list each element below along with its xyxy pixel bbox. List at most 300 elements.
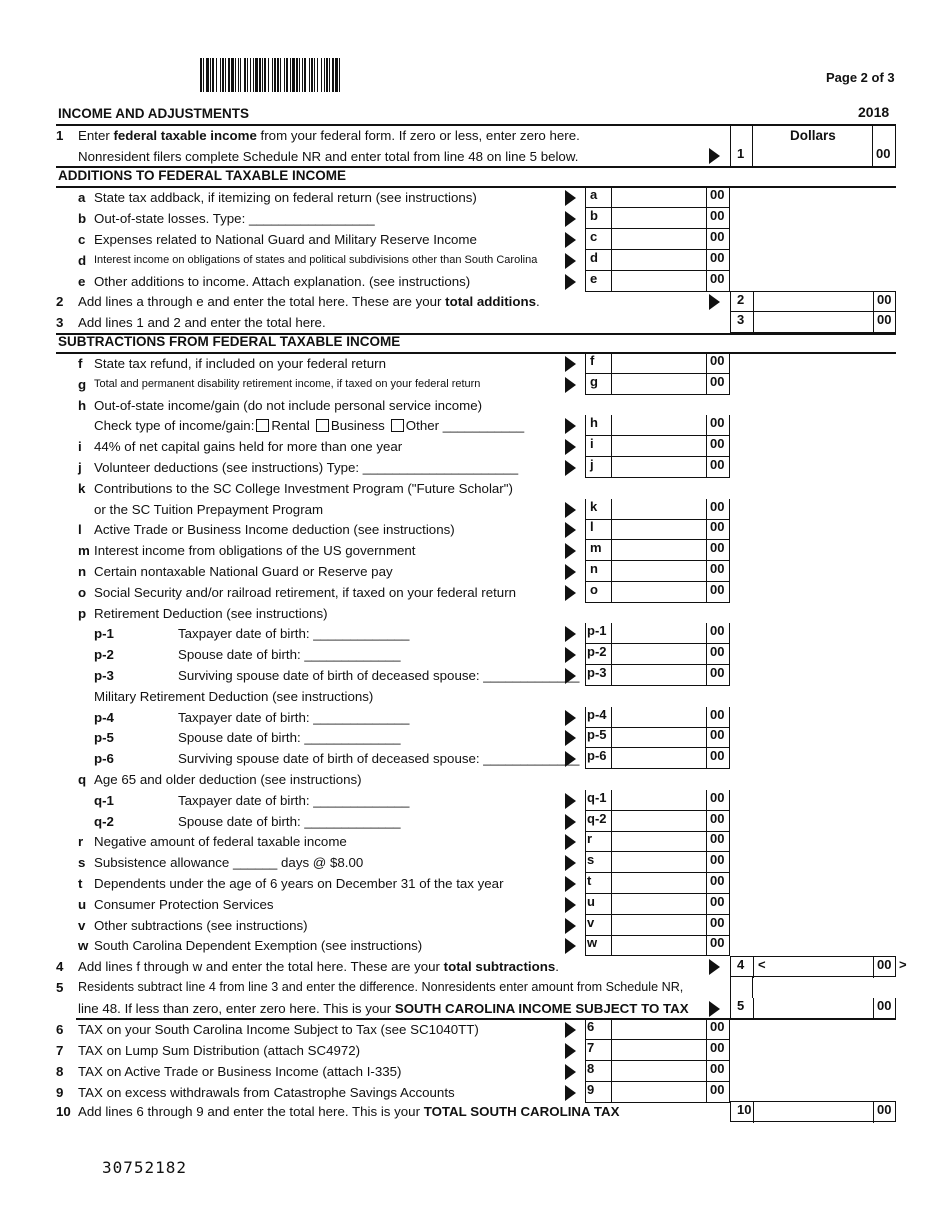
cents: 00 [877, 1102, 892, 1117]
divider [706, 811, 707, 832]
divider [611, 1040, 612, 1061]
field-label: b [590, 208, 598, 223]
line-1-row [56, 125, 896, 146]
divider [873, 998, 874, 1019]
subtraction-j [56, 457, 896, 478]
cents: 00 [710, 1019, 725, 1034]
cents: 00 [710, 1040, 725, 1055]
divider [611, 187, 612, 208]
divider [752, 977, 753, 998]
cents: 00 [710, 519, 725, 534]
arrow-icon [565, 730, 576, 746]
field-label: r [587, 831, 593, 846]
line-text: South Carolina Dependent Exemption (see instructions) [94, 938, 423, 953]
amount-field[interactable] [585, 873, 730, 894]
divider [611, 271, 612, 292]
arrow-icon [565, 253, 576, 269]
line-code: p-2 [94, 647, 114, 662]
divider [706, 561, 707, 582]
cents: 00 [710, 915, 725, 930]
line-letter: p [78, 606, 87, 621]
divider [611, 436, 612, 457]
line-text: Certain nontaxable National Guard or Reserve pay [94, 564, 393, 579]
subtraction-p-6 [56, 748, 896, 769]
cents: 00 [877, 998, 892, 1013]
line-code: p-5 [94, 730, 114, 745]
amount-field[interactable] [585, 415, 730, 436]
section-title-subtractions: SUBTRACTIONS FROM FEDERAL TAXABLE INCOME [58, 334, 401, 349]
amount-field[interactable] [585, 665, 730, 686]
arrow-icon [565, 439, 576, 455]
amount-field[interactable] [585, 644, 730, 665]
line-letter: o [78, 585, 87, 600]
line-letter: u [78, 897, 87, 912]
line-text: Subsistence allowance ______ days @ $8.00 [94, 855, 364, 870]
amount-field[interactable] [585, 208, 730, 229]
business-label: Business [330, 418, 385, 433]
arrow-icon [565, 834, 576, 850]
amount-field[interactable] [585, 790, 730, 811]
line-letter: h [78, 398, 87, 413]
divider [611, 540, 612, 561]
arrow-icon [565, 564, 576, 580]
cents: 00 [710, 623, 725, 638]
line-1-cents: 00 [876, 146, 891, 161]
line-number: 1 [56, 128, 64, 143]
divider [611, 707, 612, 728]
amount-field[interactable] [585, 519, 730, 540]
amount-field[interactable] [585, 457, 730, 478]
field-label: 5 [737, 998, 745, 1013]
line-4-text: Add lines f through w and enter the total here. These are your total subtractions. [78, 959, 559, 974]
line-letter: m [78, 543, 90, 558]
line-4-total-field[interactable] [730, 956, 907, 977]
line-text: Dependents under the age of 6 years on December 31 of the tax year [94, 876, 504, 891]
subtraction-q-2 [56, 811, 896, 832]
line-number: 4 [56, 959, 64, 974]
arrow-icon [565, 1043, 576, 1059]
addition-c [56, 229, 896, 250]
arrow-icon [565, 897, 576, 913]
line-text: Interest income from obligations of the US government [94, 543, 416, 558]
amount-field[interactable] [585, 748, 730, 769]
divider [706, 540, 707, 561]
line-3-total-field[interactable] [730, 312, 896, 333]
cents: 00 [877, 312, 892, 327]
line-text: Retirement Deduction (see instructions) [94, 606, 328, 621]
subtraction-n [56, 561, 896, 582]
section-title-income: INCOME AND ADJUSTMENTS [58, 106, 250, 121]
line-5-total-field[interactable] [730, 998, 896, 1019]
arrow-icon [565, 938, 576, 954]
subtraction-p-3 [56, 665, 896, 686]
arrow-icon [565, 814, 576, 830]
addition-e [56, 271, 896, 292]
field-label: 6 [587, 1019, 595, 1034]
arrow-icon [565, 502, 576, 518]
field-label: k [590, 499, 598, 514]
field-label: q-1 [587, 790, 607, 805]
line-text: Out-of-state losses. Type: _________________ [94, 211, 375, 226]
arrow-icon [565, 1064, 576, 1080]
subtraction-t [56, 873, 896, 894]
cents: 00 [710, 894, 725, 909]
divider [706, 271, 707, 292]
line-letter: s [78, 855, 86, 870]
line-text: Negative amount of federal taxable income [94, 834, 347, 849]
cents: 00 [710, 436, 725, 451]
line-1-note: Nonresident filers complete Schedule NR and enter total from line 48 on line 5 below. [78, 149, 579, 164]
field-label: o [590, 582, 598, 597]
amount-field[interactable] [585, 623, 730, 644]
divider [611, 1019, 612, 1040]
line-text: TAX on Active Trade or Business Income (attach I-335) [78, 1064, 402, 1079]
line-text: Total and permanent disability retirement income, if taxed on your federal return [94, 378, 481, 390]
line-letter: v [78, 918, 86, 933]
divider [611, 623, 612, 644]
divider [706, 519, 707, 540]
field-label: w [587, 935, 598, 950]
divider [706, 1019, 707, 1040]
divider [611, 748, 612, 769]
line-text: Spouse date of birth: _____________ [178, 814, 401, 829]
line-text: Surviving spouse date of birth of deceased spouse: _____________ [178, 751, 580, 766]
line-letter: a [78, 190, 86, 205]
subtraction-q [56, 769, 896, 790]
line-code: p-3 [94, 668, 114, 683]
amount-field[interactable] [585, 353, 730, 374]
divider [706, 915, 707, 936]
line-text: Military Retirement Deduction (see instructions) [94, 689, 374, 704]
rental-label: Rental [271, 418, 310, 433]
divider [730, 977, 731, 998]
divider [706, 831, 707, 852]
divider [706, 1082, 707, 1103]
income-type-prompt: Check type of income/gain: [94, 418, 255, 433]
arrow-icon [565, 751, 576, 767]
tax-line-7-amount [56, 1040, 896, 1061]
divider [706, 894, 707, 915]
divider [611, 519, 612, 540]
field-label: q-2 [587, 811, 607, 826]
line-code: p-4 [94, 710, 114, 725]
line-2-total-field[interactable] [730, 291, 896, 312]
divider [706, 208, 707, 229]
cents: 00 [710, 790, 725, 805]
divider [753, 957, 754, 978]
divider [611, 208, 612, 229]
arrow-icon [565, 543, 576, 559]
line-letter: l [78, 522, 82, 537]
divider [611, 582, 612, 603]
divider [611, 894, 612, 915]
arrow-icon [565, 710, 576, 726]
field-label: i [590, 436, 594, 451]
amount-field[interactable] [585, 811, 730, 832]
subtraction-m [56, 540, 896, 561]
divider [706, 582, 707, 603]
arrow-icon [709, 294, 720, 310]
amount-field[interactable] [585, 727, 730, 748]
line-text: 44% of net capital gains held for more than one year [94, 439, 403, 454]
field-label: 3 [737, 312, 745, 327]
bracket-open: < [758, 957, 766, 972]
amount-field[interactable] [585, 852, 730, 873]
divider [706, 187, 707, 208]
divider [753, 1102, 754, 1123]
page-number: Page 2 of 3 [826, 70, 895, 85]
arrow-icon [565, 274, 576, 290]
line-number: 7 [56, 1043, 64, 1058]
subtraction-p-5 [56, 727, 896, 748]
line-letter: b [78, 211, 87, 226]
divider [611, 935, 612, 956]
amount-field[interactable] [585, 1061, 730, 1082]
line-text: State tax addback, if itemizing on federal return (see instructions) [94, 190, 477, 205]
line-10-total-field[interactable] [730, 1101, 896, 1122]
cents: 00 [710, 935, 725, 950]
line-letter: k [78, 481, 86, 496]
line-text: Out-of-state income/gain (do not include personal service income) [94, 398, 483, 413]
divider [706, 374, 707, 395]
arrow-icon [565, 793, 576, 809]
divider [611, 353, 612, 374]
tax-line-8-amount [56, 1061, 896, 1082]
line-text: Surviving spouse date of birth of deceased spouse: _____________ [178, 668, 580, 683]
barcode-image [200, 58, 468, 92]
subtraction-i [56, 436, 896, 457]
field-label: d [590, 250, 598, 265]
divider [706, 1061, 707, 1082]
line-code: p-1 [94, 626, 114, 641]
arrow-icon [565, 585, 576, 601]
field-label: l [590, 519, 594, 534]
amount-field[interactable] [585, 499, 730, 520]
cents: 00 [710, 415, 725, 430]
field-label: f [590, 353, 595, 368]
line-number: 5 [56, 980, 64, 995]
divider [706, 499, 707, 520]
line-text: Taxpayer date of birth: _____________ [178, 793, 410, 808]
arrow-icon [565, 418, 576, 434]
section-title-additions: ADDITIONS TO FEDERAL TAXABLE INCOME [58, 168, 347, 183]
line-letter: t [78, 876, 83, 891]
field-label: 2 [737, 292, 745, 307]
arrow-icon [565, 211, 576, 227]
tax-line-9-amount [56, 1082, 896, 1103]
bracket-close: > [899, 957, 907, 972]
amount-field[interactable] [585, 707, 730, 728]
amount-field[interactable] [585, 915, 730, 936]
line-10-text: Add lines 6 through 9 and enter the total here. This is your TOTAL SOUTH CAROLINA TAX [78, 1104, 620, 1119]
field-label: u [587, 894, 595, 909]
field-label: 10 [737, 1102, 752, 1117]
tax-year: 2018 [858, 104, 890, 120]
field-label: p-6 [587, 748, 607, 763]
field-label: p-2 [587, 644, 607, 659]
field-label: c [590, 229, 598, 244]
amount-field[interactable] [585, 187, 730, 208]
document-number: 30752182 [102, 1158, 188, 1177]
divider [706, 707, 707, 728]
divider [873, 292, 874, 313]
subtraction-v [56, 915, 896, 936]
cents: 00 [710, 873, 725, 888]
arrow-icon [565, 356, 576, 372]
cents: 00 [710, 665, 725, 680]
line-3-text: Add lines 1 and 2 and enter the total here. [78, 315, 326, 330]
divider [611, 644, 612, 665]
line-text: Other additions to income. Attach explanation. (see instructions) [94, 274, 471, 289]
amount-field[interactable] [585, 229, 730, 250]
subtraction-p [56, 603, 896, 624]
field-label: 4 [737, 957, 745, 972]
line-code: q-1 [94, 793, 114, 808]
amount-field[interactable] [585, 561, 730, 582]
subtraction-h [56, 395, 896, 416]
subtraction-f [56, 353, 896, 374]
divider [873, 957, 874, 978]
divider [611, 415, 612, 436]
line-letter: e [78, 274, 86, 289]
line-number: 3 [56, 315, 64, 330]
amount-field[interactable] [585, 436, 730, 457]
amount-field[interactable] [585, 582, 730, 603]
line-letter: f [78, 356, 83, 371]
field-label: h [590, 415, 598, 430]
cents: 00 [710, 374, 725, 389]
cents: 00 [710, 353, 725, 368]
amount-field[interactable] [585, 540, 730, 561]
line-5-row [56, 977, 896, 998]
subtraction-k-2 [56, 499, 896, 520]
subtraction-w [56, 935, 896, 956]
amount-field[interactable] [585, 271, 730, 292]
field-label: 7 [587, 1040, 595, 1055]
addition-b [56, 208, 896, 229]
cents: 00 [710, 748, 725, 763]
line-2-text: Add lines a through e and enter the total here. These are your total additions. [78, 294, 540, 309]
field-label: m [590, 540, 602, 555]
field-label: p-4 [587, 707, 607, 722]
arrow-icon [565, 668, 576, 684]
military-retirement-heading [56, 686, 896, 707]
line-code: q-2 [94, 814, 114, 829]
line-number: 10 [56, 1104, 71, 1119]
field-label: e [590, 271, 598, 286]
amount-field[interactable] [585, 894, 730, 915]
amount-field[interactable] [585, 935, 730, 956]
divider [706, 436, 707, 457]
divider [706, 727, 707, 748]
arrow-icon [565, 522, 576, 538]
line-5-text-2: line 48. If less than zero, enter zero here. This is your SOUTH CAROLINA INCOME SUBJECT TO TAX [78, 1001, 689, 1016]
line-text: TAX on excess withdrawals from Catastrophe Savings Accounts [78, 1085, 455, 1100]
cents: 00 [710, 561, 725, 576]
divider [611, 915, 612, 936]
line-1-text: Enter federal taxable income from your federal form. If zero or less, enter zero here. [78, 128, 580, 143]
divider [873, 1102, 874, 1123]
cents: 00 [710, 831, 725, 846]
divider [753, 998, 754, 1019]
amount-field[interactable] [585, 250, 730, 271]
arrow-icon [565, 232, 576, 248]
divider [611, 1082, 612, 1103]
line-1-box-label: 1 [737, 146, 745, 161]
subtraction-h-amount [56, 415, 896, 436]
divider [706, 623, 707, 644]
addition-a [56, 187, 896, 208]
line-text: Other subtractions (see instructions) [94, 918, 308, 933]
divider [611, 250, 612, 271]
divider [706, 790, 707, 811]
line-text: Active Trade or Business Income deduction (see instructions) [94, 522, 455, 537]
cents: 00 [710, 208, 725, 223]
field-label: s [587, 852, 595, 867]
line-text: Spouse date of birth: _____________ [178, 730, 401, 745]
arrow-icon [709, 148, 720, 164]
divider [611, 811, 612, 832]
subtraction-p-2 [56, 644, 896, 665]
divider [706, 852, 707, 873]
line-text: State tax refund, if included on your federal return [94, 356, 386, 371]
amount-field[interactable] [585, 1082, 730, 1103]
divider [706, 353, 707, 374]
amount-field[interactable] [585, 831, 730, 852]
line-text: Age 65 and older deduction (see instructions) [94, 772, 362, 787]
amount-field[interactable] [585, 374, 730, 395]
subtraction-l [56, 519, 896, 540]
line-text: Consumer Protection Services [94, 897, 274, 912]
arrow-icon [565, 876, 576, 892]
cents: 00 [710, 707, 725, 722]
divider [611, 561, 612, 582]
divider [706, 457, 707, 478]
field-label: 8 [587, 1061, 595, 1076]
addition-d [56, 250, 896, 271]
amount-field[interactable] [585, 1040, 730, 1061]
field-label: t [587, 873, 592, 888]
line-code: p-6 [94, 751, 114, 766]
subtraction-u [56, 894, 896, 915]
cents: 00 [877, 957, 892, 972]
arrow-icon [565, 855, 576, 871]
divider [706, 1040, 707, 1061]
divider [706, 415, 707, 436]
line-1-amount-input[interactable] [756, 146, 870, 166]
subtraction-p-4 [56, 707, 896, 728]
line-number: 8 [56, 1064, 64, 1079]
line-letter: n [78, 564, 87, 579]
cents: 00 [710, 852, 725, 867]
line-text: Contributions to the SC College Investment Program ("Future Scholar") [94, 481, 513, 496]
cents: 00 [710, 1082, 725, 1097]
line-letter: d [78, 253, 87, 268]
line-letter: w [78, 938, 89, 953]
cents: 00 [710, 499, 725, 514]
divider [611, 852, 612, 873]
subtraction-p-1 [56, 623, 896, 644]
arrow-icon [565, 1022, 576, 1038]
divider [753, 312, 754, 333]
line-number: 6 [56, 1022, 64, 1037]
line-text: Volunteer deductions (see instructions) Type: _____________________ [94, 460, 519, 475]
amount-field[interactable] [585, 1019, 730, 1040]
line-text: Social Security and/or railroad retirement, if taxed on your federal return [94, 585, 517, 600]
cents: 00 [710, 457, 725, 472]
cents: 00 [710, 271, 725, 286]
subtraction-o [56, 582, 896, 603]
